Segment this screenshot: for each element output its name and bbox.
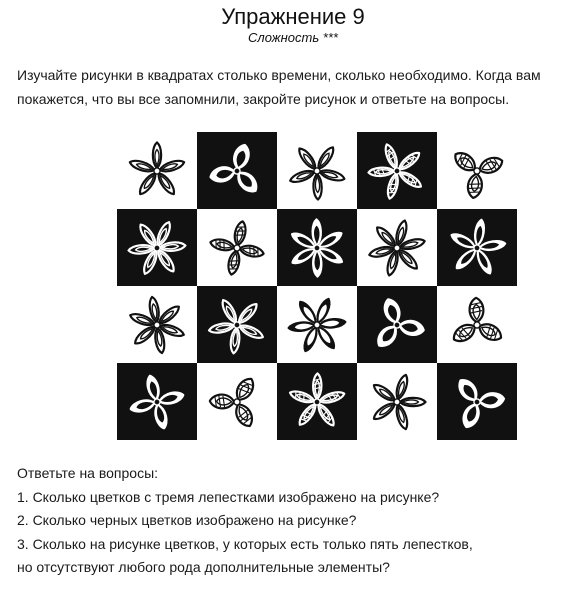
instructions-line: покажется, что вы все запомнили, закройте рисунок и ответьте на вопросы. (17, 91, 510, 107)
flower-petal (129, 158, 156, 174)
flower-icon (443, 137, 511, 205)
flower-center (154, 321, 160, 327)
flower-petal (466, 172, 483, 198)
flower-icon (363, 214, 431, 282)
flower-grid (117, 132, 517, 440)
flower-petal (368, 167, 394, 177)
question-2: 2. Сколько черных цветков изображено на рисунке? (17, 512, 357, 529)
flower-center (474, 244, 480, 250)
flower-petal (296, 145, 318, 170)
flower-petal (238, 322, 265, 340)
flower-petal (318, 389, 345, 404)
flower-petal (315, 324, 337, 350)
flower-center (234, 167, 240, 173)
flower-petal (289, 168, 316, 185)
flower-icon (203, 291, 271, 359)
flower-petal (313, 173, 322, 199)
flower-petal (469, 297, 484, 322)
flower-petal (239, 243, 265, 258)
flower-petal (398, 318, 425, 336)
flower-petal (129, 397, 155, 413)
grid-cell (277, 286, 357, 363)
grid-cell (277, 363, 357, 440)
flower-petal (315, 401, 337, 427)
flower-petal (209, 164, 236, 183)
grid-cell (117, 363, 197, 440)
flower-center (234, 398, 240, 404)
flower-center (474, 321, 480, 327)
flower-petal (313, 250, 322, 276)
flower-petal (397, 149, 422, 172)
grid-cell (357, 132, 437, 209)
flower-petal (386, 172, 401, 199)
flower-icon (203, 137, 271, 205)
flower-petal (210, 394, 235, 409)
flower-petal (209, 237, 235, 252)
flower-center (154, 167, 160, 173)
flower-petal (397, 169, 423, 190)
instructions-text (17, 63, 572, 111)
flower-center (234, 321, 240, 327)
grid-cell (437, 286, 517, 363)
flower-petal (158, 158, 185, 174)
grid-cell (277, 132, 357, 209)
flower-center (474, 398, 480, 404)
flower-petal (318, 167, 345, 182)
flower-petal (297, 299, 319, 325)
flower-center (154, 244, 160, 250)
grid-cell (197, 132, 277, 209)
flower-center (394, 321, 400, 327)
flower-icon (283, 137, 351, 205)
grid-cell (357, 209, 437, 286)
flower-icon (363, 291, 431, 359)
flower-icon (443, 368, 511, 436)
questions-block (17, 462, 577, 580)
flower-petal (289, 388, 316, 404)
flower-center (314, 167, 320, 173)
flower-center (314, 244, 320, 250)
flower-petal (450, 231, 477, 250)
question-3-line-2: но отсутствуют любого рода дополнительные элементы? (17, 559, 390, 576)
flower-petal (137, 170, 159, 196)
flower-icon (363, 137, 431, 205)
flower-petal (460, 401, 482, 429)
flower-petal (226, 249, 241, 275)
flower-center (394, 244, 400, 250)
flower-center (314, 398, 320, 404)
flower-petal (475, 248, 494, 275)
grid-cell (437, 363, 517, 440)
flower-icon (203, 214, 271, 282)
flower-petal (155, 170, 177, 196)
flower-icon (203, 368, 271, 436)
flower-petal (383, 142, 400, 169)
flower-petal (312, 219, 321, 245)
flower-petal (400, 397, 426, 405)
question-1: 1. Сколько цветков с тремя лепестками изображено на рисунке? (17, 488, 440, 505)
flower-center (474, 167, 480, 173)
flower-petal (473, 219, 485, 246)
flower-petal (132, 323, 157, 346)
difficulty-label: Сложность *** (248, 30, 338, 45)
flower-petal (145, 374, 161, 400)
grid-cell (357, 286, 437, 363)
grid-cell (357, 363, 437, 440)
grid-cell (437, 132, 517, 209)
grid-cell (277, 209, 357, 286)
flower-petal (382, 297, 403, 325)
flower-petal (158, 390, 184, 406)
flower-icon (443, 214, 511, 282)
flower-center (394, 167, 400, 173)
flower-icon (363, 368, 431, 436)
flower-petal (297, 401, 319, 427)
exercise-title: Упражнение 9 (221, 4, 365, 29)
flower-petal (479, 391, 505, 408)
flower-icon (123, 291, 191, 359)
flower-center (234, 244, 240, 250)
flower-icon (283, 368, 351, 436)
flower-petal (313, 373, 322, 399)
flower-petal (156, 303, 181, 326)
flower-petal (153, 142, 161, 168)
flower-icon (283, 214, 351, 282)
flower-icon (443, 291, 511, 359)
flower-petal (231, 142, 251, 169)
grid-cell (197, 363, 277, 440)
flower-center (154, 398, 160, 404)
flower-icon (123, 137, 191, 205)
flower-icon (283, 291, 351, 359)
flower-petal (220, 298, 240, 325)
flower-petal (477, 154, 505, 176)
flower-petal (208, 321, 235, 334)
grid-cell (117, 286, 197, 363)
grid-cell (117, 132, 197, 209)
flower-petal (371, 400, 397, 422)
flower-petal (153, 403, 169, 429)
flower-icon (123, 368, 191, 436)
flower-center (314, 321, 320, 327)
flower-petal (371, 381, 397, 403)
grid-cell (117, 209, 197, 286)
questions-heading: Ответьте на вопросы: (17, 465, 159, 481)
flower-petal (229, 327, 240, 354)
grid-cell (197, 286, 277, 363)
flower-petal (315, 145, 336, 171)
flower-center (394, 398, 400, 404)
flower-petal (479, 239, 506, 251)
flower-petal (233, 220, 248, 246)
flower-petal (394, 373, 410, 400)
grid-cell (197, 209, 277, 286)
grid-cell (437, 209, 517, 286)
question-3-line-1: 3. Сколько на рисунке цветков, у которых есть только пять лепестков, (17, 535, 473, 552)
instructions-line: Изучайте рисунки в квадратах столько времени, сколько необходимо. Когда вам (17, 67, 541, 83)
flower-icon (123, 214, 191, 282)
flower-petal (394, 403, 410, 430)
